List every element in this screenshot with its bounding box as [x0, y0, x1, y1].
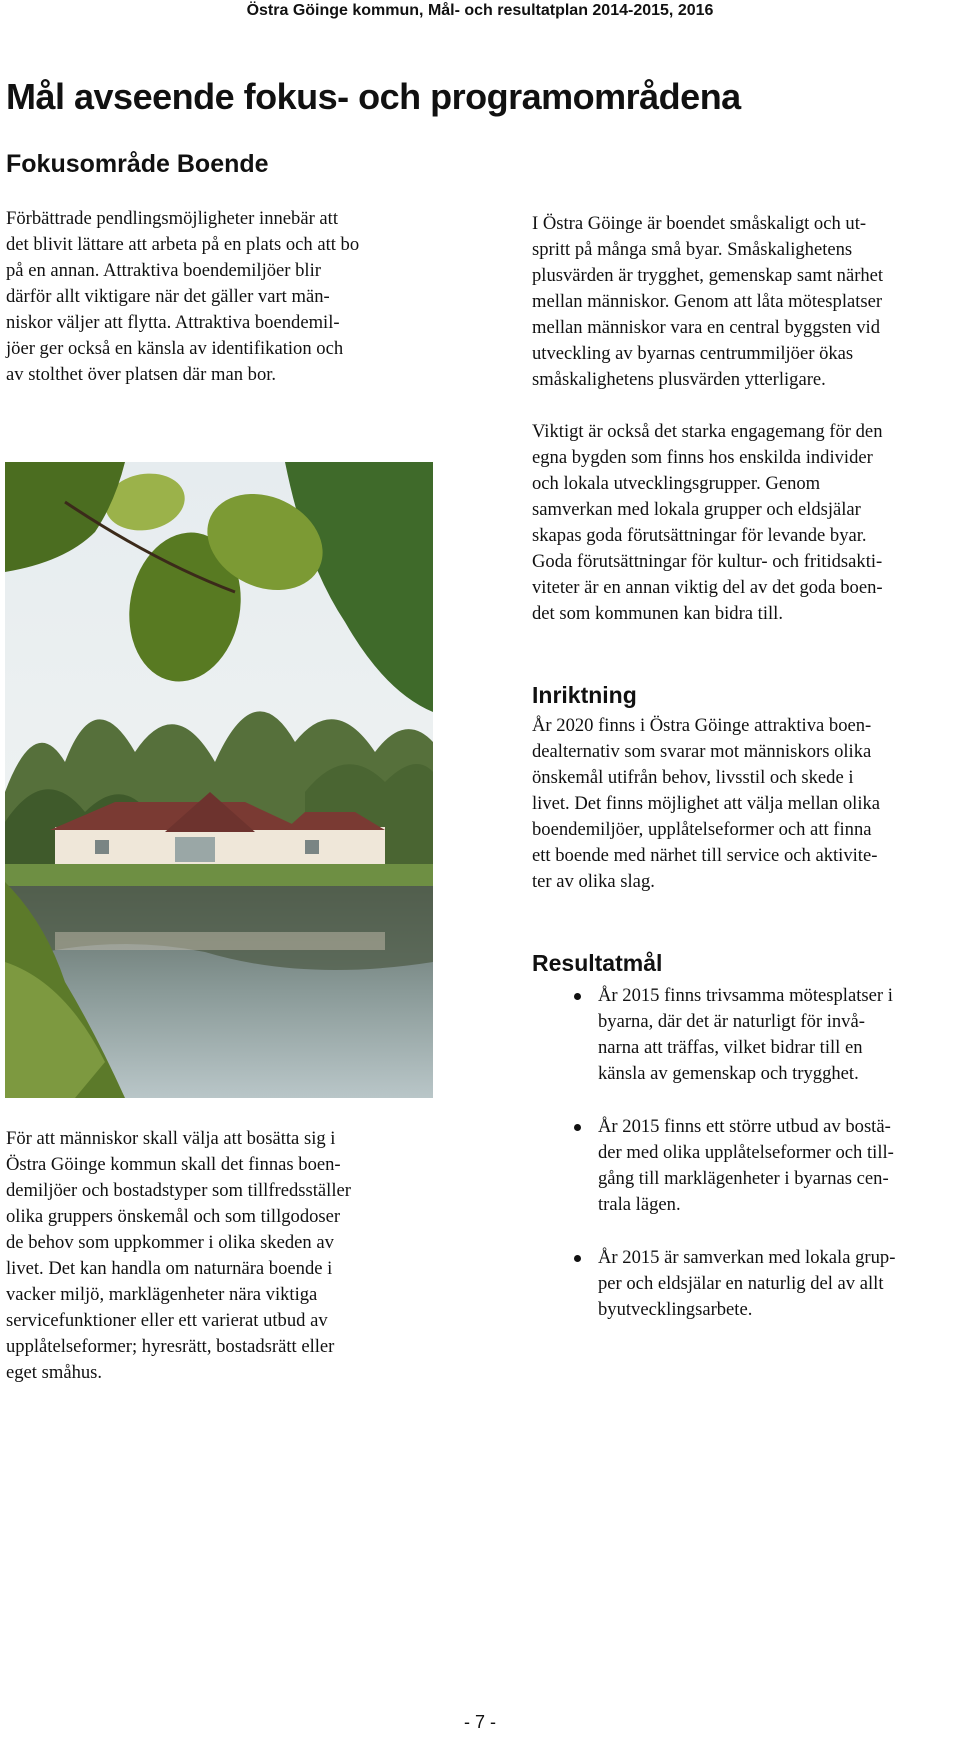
text-line: byarna, där det är naturligt för invå-	[598, 1011, 865, 1032]
text-line: livet. Det kan handla om naturnära boende i	[6, 1258, 333, 1279]
text-line: upplåtelseformer; hyresrätt, bostadsrätt eller	[6, 1336, 335, 1357]
text-line: de behov som uppkommer i olika skeden av	[6, 1232, 334, 1253]
text-line: önskemål utifrån behov, livsstil och skede i	[532, 767, 854, 788]
intro-paragraph	[6, 206, 359, 388]
text-line: per och eldsjälar en naturlig del av allt	[598, 1273, 884, 1294]
page-title: Mål avseende fokus- och programområdena	[6, 76, 741, 117]
text-line: ter av olika slag.	[532, 871, 655, 892]
text-line: Viktigt är också det starka engagemang för den	[532, 421, 883, 442]
text-line: Östra Göinge kommun skall det finnas boen-	[6, 1154, 341, 1175]
text-line: på en annan. Attraktiva boendemiljöer blir	[6, 260, 321, 281]
text-line: niskor väljer att flytta. Attraktiva boendemil-	[6, 312, 340, 333]
text-line: småskalighetens plusvärden ytterligare.	[532, 369, 826, 390]
page-number: - 7 -	[463, 1712, 496, 1732]
text-line: därför allt viktigare när det gäller vart män-	[6, 286, 330, 307]
right-paragraph-2	[532, 419, 883, 627]
text-line: av stolthet över platsen där man bor.	[6, 364, 277, 385]
text-line: eget småhus.	[6, 1362, 103, 1383]
text-line: boendemiljöer, upplåtelseformer och att finna	[532, 819, 872, 840]
lakeside-house-photo	[5, 462, 433, 1098]
text-line: År 2015 finns ett större utbud av bostä-	[598, 1116, 891, 1137]
bullet-icon	[574, 1255, 581, 1262]
text-line: livet. Det finns möjlighet att välja mellan olika	[532, 793, 881, 814]
text-line: skapas goda förutsättningar för levande byar.	[532, 525, 867, 546]
text-line: dealternativ som svarar mot människors olika	[532, 741, 872, 762]
text-line: egna bygden som finns hos enskilda individer	[532, 447, 873, 468]
text-line: jöer ger också en känsla av identifikation och	[6, 338, 344, 359]
text-line: Förbättrade pendlingsmöjligheter innebär att	[6, 208, 339, 229]
resultatmal-heading: Resultatmål	[532, 950, 663, 976]
text-line: olika gruppers önskemål och som tillgodoser	[6, 1206, 341, 1227]
text-line: År 2020 finns i Östra Göinge attraktiva boen-	[532, 715, 872, 736]
text-line: det blivit lättare att arbeta på en plats och att bo	[6, 234, 360, 255]
text-line: I Östra Göinge är boendet småskaligt och ut-	[532, 213, 867, 234]
inriktning-paragraph	[532, 713, 880, 895]
text-line: samverkan med lokala grupper och eldsjälar	[532, 499, 861, 520]
inriktning-heading: Inriktning	[532, 682, 637, 708]
right-paragraph-1	[532, 211, 883, 393]
text-line: ett boende med närhet till service och aktivite-	[532, 845, 878, 866]
text-line: För att människor skall välja att bosätta sig i	[6, 1128, 336, 1149]
bullet-icon	[574, 993, 581, 1000]
text-line: utveckling av byarnas centrummiljöer ökas	[532, 343, 854, 364]
text-line: År 2015 finns trivsamma mötesplatser i	[598, 985, 893, 1006]
text-line: känsla av gemenskap och trygghet.	[598, 1063, 859, 1084]
text-line: viteter är en annan viktig del av det goda boen-	[532, 577, 883, 598]
text-line: mellan människor. Genom att låta mötesplatser	[532, 291, 883, 312]
text-line: Goda förutsättningar för kultur- och fritidsakti-	[532, 551, 883, 572]
text-line: År 2015 är samverkan med lokala grup-	[598, 1247, 896, 1268]
section-title: Fokusområde Boende	[6, 150, 269, 178]
text-line: gång till marklägenheter i byarnas cen-	[598, 1168, 889, 1189]
text-line: trala lägen.	[598, 1194, 681, 1215]
left-bottom-paragraph	[6, 1126, 351, 1386]
bullet-icon	[574, 1124, 581, 1131]
text-line: och lokala utvecklingsgrupper. Genom	[532, 473, 821, 494]
text-line: der med olika upplåtelseformer och till-	[598, 1142, 894, 1163]
resultatmal-list	[562, 983, 960, 1343]
text-line: mellan människor vara en central byggsten vid	[532, 317, 881, 338]
text-line: spritt på många små byar. Småskalighetens	[532, 239, 853, 260]
text-line: byutvecklingsarbete.	[598, 1299, 753, 1320]
text-line: demiljöer och bostadstyper som tillfredsställer	[6, 1180, 351, 1201]
text-line: plusvärden är trygghet, gemenskap samt närhet	[532, 265, 884, 286]
text-line: narna att träffas, vilket bidrar till en	[598, 1037, 863, 1058]
page-header: Östra Göinge kommun, Mål- och resultatplan 2014-2015, 2016	[246, 2, 714, 19]
text-line: servicefunktioner eller ett varierat utbud av	[6, 1310, 328, 1331]
text-line: det som kommunen kan bidra till.	[532, 603, 783, 624]
text-line: vacker miljö, marklägenheter nära viktiga	[6, 1284, 318, 1305]
